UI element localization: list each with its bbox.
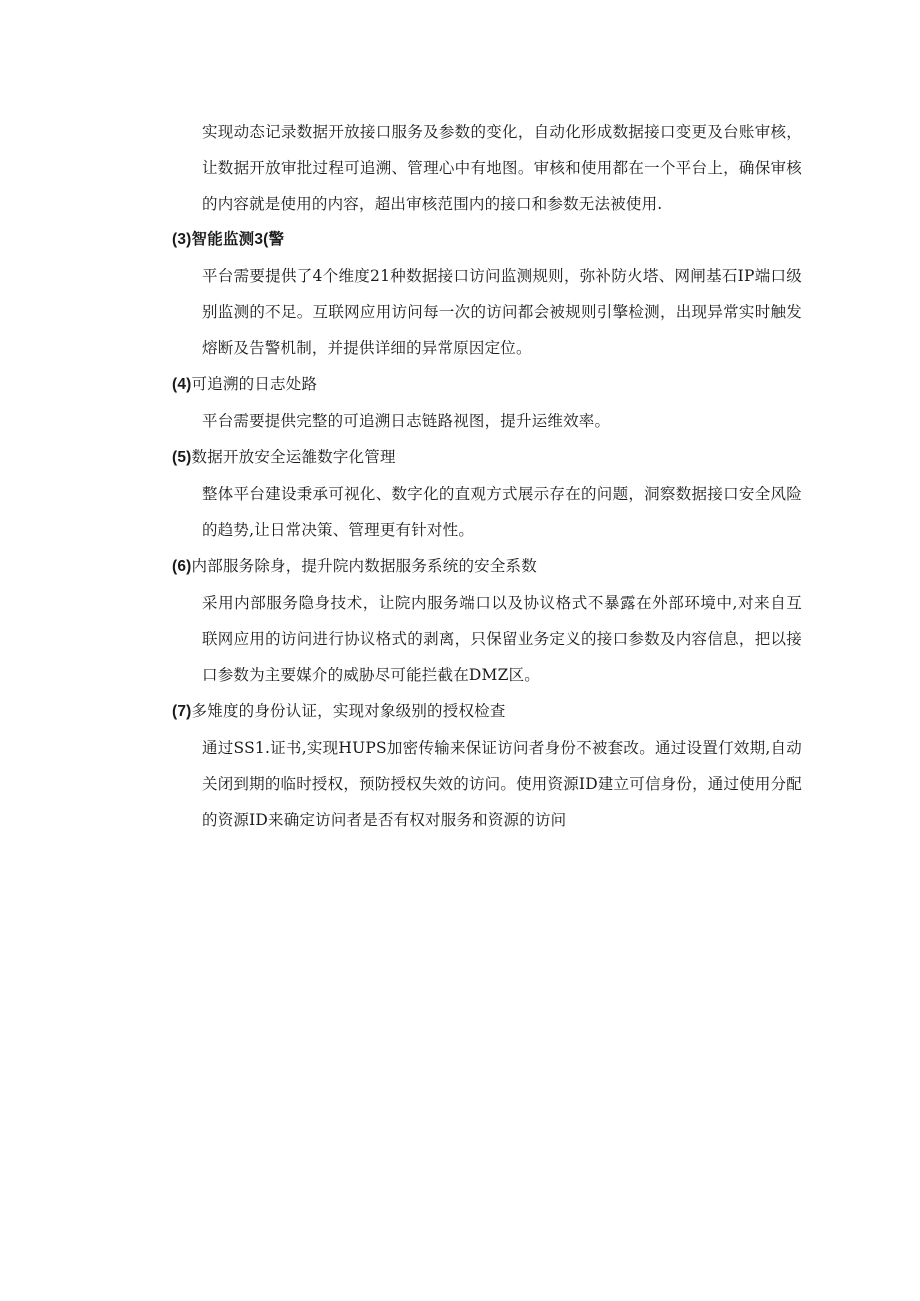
- heading-5-digital-ops: [172, 439, 802, 476]
- paragraph-data-change-record: 实现动态记录数据开放接口服务及参数的变化，自动化形成数据接口变更及台账审核，让数据开放审批过程可追溯、管理心中有地图。审核和使用都在一个平台上，确保审核的内容就是使用的内容，超出审核范围内的接口和参数无法被使用.: [202, 123, 802, 213]
- heading-3-smart-monitoring: (3)智能监测3(警: [172, 231, 285, 248]
- heading-5-text: 数据开放安全运雒数字化管理: [191, 448, 396, 466]
- heading-6-internal-service: [172, 548, 802, 585]
- heading-6-text: 内部服务除身，提升院内数据服务系统的安全系数: [191, 557, 537, 575]
- heading-7-text: 多雉度的身份认证，实现对象级别的授权检查: [191, 702, 506, 720]
- document-body: [172, 114, 802, 838]
- heading-7-identity-auth: [172, 693, 802, 730]
- heading-5-number: (5): [172, 449, 192, 466]
- paragraph-service-stealth: 采用内部服务隐身技术，让院内服务端口以及协议格式不暴露在外部环境中,对来自互联网应用的访问进行协议格式的剥离，只保留业务定义的接口参数及内容信息，把以接口参数为主要媒介的威胁尽可能拦截在DMZ区。: [202, 594, 802, 684]
- heading-7-number: (7): [172, 703, 192, 720]
- paragraph-log-view: 平台需要提供完整的可追溯日志链路视图，提升运维效率。: [202, 412, 611, 430]
- heading-4-number: (4): [172, 376, 192, 393]
- heading-6-number: (6): [172, 558, 192, 575]
- paragraph-identity-auth: 通过SS1.证书,实现HUPS加密传输来保证访问者身份不被套改。通过设置仃效期,自动关闭到期的临时授权，预防授权失效的访问。使用资源ID建立可信身份，通过使用分配的资源ID来确定访问者是否有权对服务和资源的访问: [202, 739, 802, 829]
- heading-4-text: 可追溯的日志处路: [191, 375, 318, 393]
- paragraph-visualization: 整体平台建设秉承可视化、数字化的直观方式展示存在的问题，洞察数据接口安全风险的趋势,让日常决策、管理更有针对性。: [202, 485, 802, 539]
- heading-4-traceable-logs: [172, 366, 802, 403]
- paragraph-monitoring-rules: 平台需要提供了4个维度21种数据接口访问监测规则，弥补防火塔、网闸基石IP端口级别监测的不足。互联网应用访问每一次的访问都会被规则引擎检测，出现异常实时触发熔断及告警机制，并提供详细的异常原因定位。: [202, 267, 802, 357]
